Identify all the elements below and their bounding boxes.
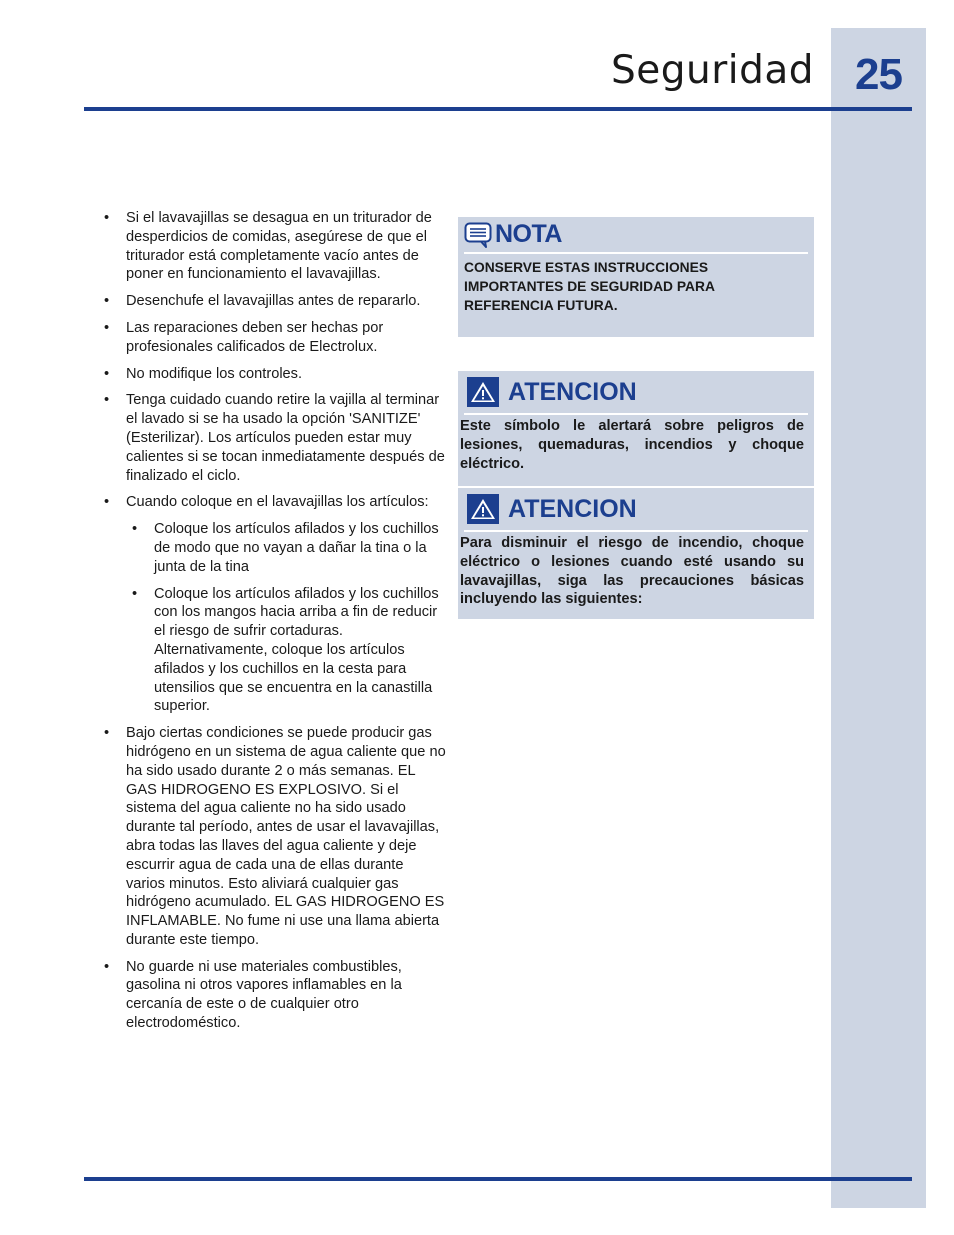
list-item-text: No guarde ni use materiales combustibles, gasolina ni otros vapores inflamables en la cercanía de este o de cualquier otro electrodoméstico.: [126, 958, 402, 1032]
note-text: CONSERVE ESTAS INSTRUCCIONES IMPORTANTES DE SEGURIDAD PARA REFERENCIA FUTURA.: [464, 260, 715, 313]
warning-triangle-icon: [467, 377, 499, 407]
warning-text: Este símbolo le alertará sobre peligros de lesiones, quemaduras, incendios y choque eléctrico.: [460, 418, 804, 472]
list-item-text: Las reparaciones deben ser hechas por profesionales calificados de Electrolux.: [126, 319, 384, 355]
footer-rule: [84, 1177, 912, 1181]
sub-list-item-text: Coloque los artículos afilados y los cuchillos con los mangos hacia arriba a fin de reducir el riesgo de sufrir cortaduras. Alternativamente, coloque los artículos afilados y los cuchillos en la cesta para utensilios que se encuentra en la canastilla superior.: [154, 585, 439, 715]
side-tab-strip: [831, 28, 926, 1208]
warning-box-header: [464, 371, 808, 415]
list-item: [104, 319, 446, 357]
list-item: [104, 209, 446, 284]
warning-box: [458, 488, 814, 619]
note-box-header: [464, 217, 808, 254]
page-title: Seguridad: [610, 48, 814, 93]
warning-box: [458, 371, 814, 486]
bullet: •: [132, 585, 138, 602]
page-number: 25: [855, 50, 902, 99]
list-item: [104, 365, 446, 384]
list-item: [104, 493, 446, 512]
list-item-text: Desenchufe el lavavajillas antes de repararlo.: [126, 293, 421, 310]
sub-list-item: [104, 520, 446, 576]
bullet: •: [104, 293, 110, 310]
list-item: [104, 391, 446, 485]
warning-title: ATENCION: [508, 494, 637, 523]
bullet: •: [104, 494, 110, 511]
sub-list-item: [104, 585, 446, 717]
list-item: [104, 724, 446, 950]
bullet: •: [104, 365, 110, 382]
list-item-text: Tenga cuidado cuando retire la vajilla al terminar el lavado si se ha usado la opción 'SANITIZE' (Esterilizar). Los artículos pueden estar muy calientes si se tocan inmediatamente después de finalizado el ciclo.: [126, 392, 445, 484]
list-item-text: Cuando coloque en el lavavajillas los artículos:: [126, 494, 429, 511]
bullet: •: [104, 958, 110, 975]
header-rule: [84, 107, 912, 111]
warning-triangle-icon: [467, 494, 499, 524]
list-item-text: No modifique los controles.: [126, 365, 303, 382]
bullet: •: [104, 725, 110, 742]
list-item-text: Si el lavavajillas se desagua en un triturador de desperdicios de comidas, asegúrese de que el triturador está completamente vacío antes de poner en funcionamiento el lavavajillas.: [126, 210, 432, 283]
list-item-text: Bajo ciertas condiciones se puede producir gas hidrógeno en un sistema de agua caliente que no ha sido usado durante 2 o más semanas. EL GAS HIDROGENO ES EXPLOSIVO. Si el sistema del agua caliente no ha sido usado durante tal período, antes de usar el lavavajillas, abra todas las llaves del agua caliente y deje escurrir agua de cada una de ellas durante varios minutos. Esto aliviará cualquier gas hidrógeno acumulado. EL GAS HIDROGENO ES INFLAMABLE. No fume ni use una llama abierta durante este tiempo.: [126, 725, 446, 948]
note-speech-icon: [464, 222, 492, 248]
bullet: •: [132, 521, 138, 538]
warning-text: Para disminuir el riesgo de incendio, choque eléctrico o lesiones cuando esté usando su lavavajillas, siga las precauciones básicas incluyendo las siguientes:: [460, 535, 804, 608]
note-title: NOTA: [495, 220, 562, 248]
safety-instructions-list: [104, 209, 446, 1041]
list-item: [104, 958, 446, 1033]
bullet: •: [104, 210, 110, 226]
sub-list-item-text: Coloque los artículos afilados y los cuchillos de modo que no vayan a dañar la tina o la junta de la tina: [154, 521, 439, 575]
note-box: [458, 217, 814, 337]
list-item: [104, 292, 446, 311]
warning-title: ATENCION: [508, 377, 637, 406]
bullet: •: [104, 319, 110, 336]
bullet: •: [104, 392, 110, 409]
warning-box-header: [464, 488, 808, 532]
